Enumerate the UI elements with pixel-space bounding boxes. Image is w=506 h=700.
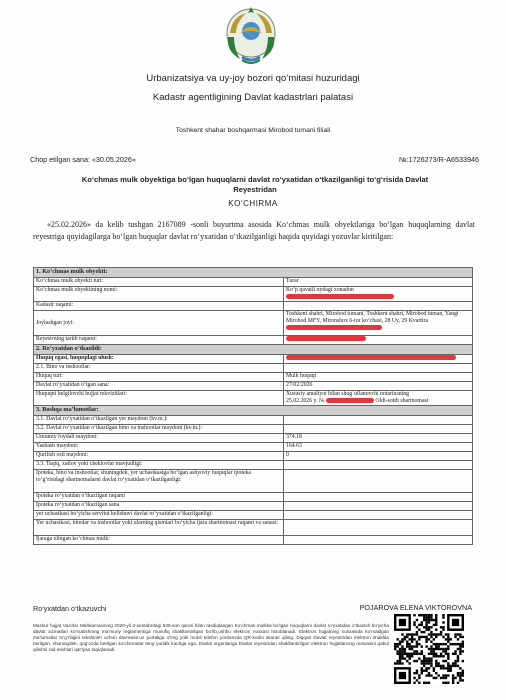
redaction-mark	[286, 294, 394, 299]
document-title: Ko‘chmas mulk obyektiga bo‘lgan huquqlarni davlat ro‘yxatidan o‘tkazilganligi to‘g‘risida Davlat Reyestridan	[81, 175, 429, 194]
redaction-mark	[326, 398, 374, 403]
section-row	[34, 268, 473, 278]
intro-paragraph: «25.02.2026» da kelib tushgan 2167089 -sonli buyurtma asosida Ko‘chmas mulk obyektlariga bo‘lgan huquqlarning davlat reyestriga quyidagilarga bo‘lgan huquqlar davlat ro‘yxatidan o‘tkazilganligi haqida quyidagi yozuvlar kiritilgan:	[33, 220, 475, 241]
table-row	[34, 278, 473, 287]
basis-line-1: Xususiy amaliyot bilan shug`ullanuvchi notariusning	[286, 391, 410, 397]
field-value	[284, 536, 473, 545]
field-label: Yashash maydoni:	[34, 443, 284, 452]
table-row	[34, 391, 473, 406]
table-row	[34, 520, 473, 536]
registry-table	[33, 267, 473, 545]
field-label: Davlat ro‘yxatidan o‘tgan sana:	[34, 382, 284, 391]
object-name-value: Ko‘p qavatli uydagi xonadon	[286, 287, 354, 293]
field-value	[284, 336, 473, 345]
field-label: Ko‘chmas mulk obyekti turi:	[34, 278, 284, 287]
section-heading: 2. Ro‘yxatdan o‘tkazildi:	[34, 345, 473, 355]
table-row	[34, 461, 473, 470]
field-label: 2.1. Bino va inshootlar:	[34, 364, 284, 373]
table-row	[34, 416, 473, 425]
field-label: 3.2. Davlat ro‘yxatidan o‘tkazilgan bino va inshootlar maydoni (kv.m.):	[34, 425, 284, 434]
field-value	[284, 502, 473, 511]
table-row	[34, 452, 473, 461]
organization-line-1: Urbanizatsiya va uy-joy bozori qo‘mitasi huzuridagi	[146, 73, 360, 84]
section-heading: 1. Ko‘chmas mulk obyekti:	[34, 268, 473, 278]
field-label: Joylashgan joyi:	[34, 311, 284, 336]
section-heading: 3. Boshqa ma’lumotlar:	[34, 406, 473, 416]
field-value	[284, 520, 473, 536]
field-value	[284, 364, 473, 373]
table-row	[34, 364, 473, 373]
table-row	[34, 434, 473, 443]
field-value	[284, 302, 473, 311]
field-label: Ipoteka, bino va inshootlar, shuningdek, yer uchastkasiga bo‘lgan ashyoviy huquqlar ipoteka to‘g‘risidagi shartnomalarni davlat ro‘yxatidan o‘tkazilganligi:	[34, 470, 284, 493]
field-value	[284, 470, 473, 493]
table-row	[34, 382, 473, 391]
table-row	[34, 470, 473, 493]
field-value	[284, 511, 473, 520]
field-label: Huquq turi:	[34, 373, 284, 382]
basis-line-2-type: Oldi-sotdi shartnomasi	[375, 398, 429, 404]
document-number: №:1726273/R-A6533946	[398, 155, 479, 164]
section-row	[34, 345, 473, 355]
field-value	[284, 416, 473, 425]
table-row	[34, 355, 473, 364]
field-label: 3.1. Davlat ro‘yxatidan o‘tkazilgan yer maydoni (kv.m.):	[34, 416, 284, 425]
table-row	[34, 287, 473, 302]
print-date: Chop etilgan sana: «30.05.2026»	[30, 155, 136, 164]
field-value	[284, 425, 473, 434]
field-value	[284, 355, 473, 364]
field-label: yer uchastkasi bo‘yicha servitut kelishuvi davlat ro‘yxatidan o‘tkazilganligi:	[34, 511, 284, 520]
registrar-name: POJAROVA ELENA VIKTOROVNA	[359, 603, 472, 612]
field-label: 3.3. Taqiq, xatlov yoki cheklovlar mavjudligi:	[34, 461, 284, 470]
field-label: Qurilish osti maydoni:	[34, 452, 284, 461]
table-row	[34, 311, 473, 336]
field-value	[284, 287, 473, 302]
state-emblem-icon	[220, 3, 282, 67]
field-label: Ko‘chmas mulk obyektining nomi:	[34, 287, 284, 302]
field-label: Ipoteka ro‘yxatdan o‘tkazilgan sana	[34, 502, 284, 511]
field-value	[284, 391, 473, 406]
table-row	[34, 511, 473, 520]
field-label: Yer uchastkasi, binolar va inshootlar yoki ularning qismlari bo‘yicha ijara shartnomasi raqami va sanasi:	[34, 520, 284, 536]
field-value: 27/02/2026	[284, 382, 473, 391]
legal-footer: Mazkur hujjat Vazirlar Mahkamasining 2020-yil 2-sentabrdagi 535-son qarori bilan tasdiqlangan Ko‘chmas mulkka bo‘lgan huquqlarni davlat ro‘yxatidan o‘tkazish bo‘yicha davlat xizmatlari ko‘rsatishning ma’muriy reglamentiga muvofiq shakllantirilgan bo‘lib,ushbu elektron nusxasi hisoblanadi. Elektron hujjatning nusxasida ko‘rsatilgan ma’lumotlar to‘g‘riligini tekshirish uchun davreestr.uz portaliga o‘ting yoki mobil telefon yordamida QR-kodni skaner qiling. Diqqat! Davlat reyestridan elektron shaklda berilgan, shuningdek, qog‘ozda berilgan ko‘chirmalar teng yuridik kuchga ega. Davlat organlariga Davlat reyestridan shakllantirilgan elektron hujjatlarning nusxasini qabul qilishni rad etishlari qat’iyan taqiqlanadi.	[33, 623, 389, 652]
document-subtitle: KO‘CHIRMA	[228, 199, 278, 208]
field-label: Reyestrning tartib raqami:	[34, 336, 284, 345]
table-row	[34, 336, 473, 345]
owner-label: Huquq egasi, huquqdagi ulush:	[34, 355, 284, 364]
table-row	[34, 443, 473, 452]
registrar-label: Ro‘yxatdan o‘tkazuvchi	[33, 604, 107, 613]
table-row	[34, 302, 473, 311]
table-row	[34, 536, 473, 545]
redaction-mark	[286, 325, 382, 330]
field-label: Kadastr raqami:	[34, 302, 284, 311]
table-row	[34, 373, 473, 382]
field-label: Huquqni belgilovchi hujjat rekvizitlari:	[34, 391, 284, 406]
field-value	[284, 493, 473, 502]
field-value	[284, 461, 473, 470]
field-label: Ipoteka ro‘yxatdan o‘tkazilgan raqami	[34, 493, 284, 502]
location-value: Toshkent shahri, Mirobod tumani, Toshkent shahri, Mirobod tuman, Yangi Mirobod MFY, Mironshox 6-tor ko‘chasi, 28 Uy, 29 Kvartira	[286, 311, 459, 324]
qr-code-icon	[394, 614, 464, 684]
field-value	[284, 311, 473, 336]
table-row	[34, 493, 473, 502]
table-row	[34, 502, 473, 511]
field-value: 374.18	[284, 434, 473, 443]
section-row	[34, 406, 473, 416]
redaction-mark	[286, 355, 456, 360]
field-label: Ijaraga olingan ko‘chmas mulk:	[34, 536, 284, 545]
branch-name: Toshkent shahar boshqarmasi Mirobod tumani filiali	[175, 127, 331, 134]
field-value: 0	[284, 452, 473, 461]
field-label: Umumiy foydali maydoni:	[34, 434, 284, 443]
field-value: 164.63	[284, 443, 473, 452]
basis-line-2-date: 25.02.2026 y. №	[286, 398, 325, 404]
organization-line-2: Kadastr agentligining Davlat kadastrlari palatasi	[152, 92, 354, 103]
table-row	[34, 425, 473, 434]
field-value: Mulk huquqi	[284, 373, 473, 382]
redaction-mark	[286, 336, 366, 341]
field-value: Turar	[284, 278, 473, 287]
